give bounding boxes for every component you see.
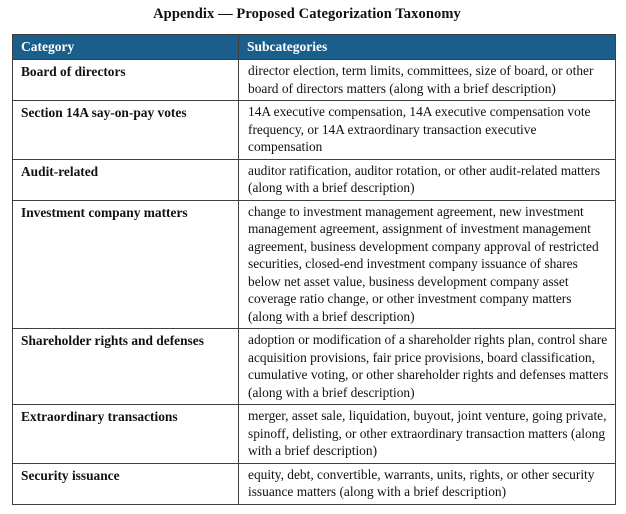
subcategories-cell: adoption or modification of a shareholder rights plan, control share acquisition provisions, fair price provisions, board classification, cumulative voting, or other shareholder rights and defenses matters (along with a brief description) xyxy=(239,329,616,405)
subcategories-cell: merger, asset sale, liquidation, buyout, joint venture, going private, spinoff, delisting, or other extraordinary transaction matters (along with a brief description) xyxy=(239,405,616,464)
category-cell: Audit-related xyxy=(13,159,239,200)
table-body xyxy=(13,60,616,505)
table-row xyxy=(13,405,616,464)
taxonomy-table xyxy=(12,34,616,505)
subcategories-cell: director election, term limits, committees, size of board, or other board of directors matters (along with a brief description) xyxy=(239,60,616,101)
category-cell: Shareholder rights and defenses xyxy=(13,329,239,405)
table-row xyxy=(13,159,616,200)
category-cell: Section 14A say-on-pay votes xyxy=(13,101,239,160)
table-header xyxy=(13,35,616,60)
table-row xyxy=(13,463,616,504)
category-cell: Extraordinary transactions xyxy=(13,405,239,464)
column-header-subcategories: Subcategories xyxy=(239,35,616,60)
category-cell: Security issuance xyxy=(13,463,239,504)
subcategories-cell: 14A executive compensation, 14A executive compensation vote frequency, or 14A extraordinary transaction executive compensation xyxy=(239,101,616,160)
category-cell: Investment company matters xyxy=(13,200,239,329)
table-row xyxy=(13,329,616,405)
subcategories-cell: auditor ratification, auditor rotation, or other audit-related matters (along with a brief description) xyxy=(239,159,616,200)
subcategories-cell: change to investment management agreement, new investment management agreement, assignment of investment management agreement, business development company approval of restricted securities, closed-end investment company issuance of shares below net asset value, business development company asset coverage ratio change, or other investment company matters (along with a brief description) xyxy=(239,200,616,329)
table-row xyxy=(13,101,616,160)
column-header-category: Category xyxy=(13,35,239,60)
table-row xyxy=(13,60,616,101)
table-row xyxy=(13,200,616,329)
page-title: Appendix — Proposed Categorization Taxonomy xyxy=(153,6,461,22)
category-cell: Board of directors xyxy=(13,60,239,101)
subcategories-cell: equity, debt, convertible, warrants, units, rights, or other security issuance matters (along with a brief description) xyxy=(239,463,616,504)
